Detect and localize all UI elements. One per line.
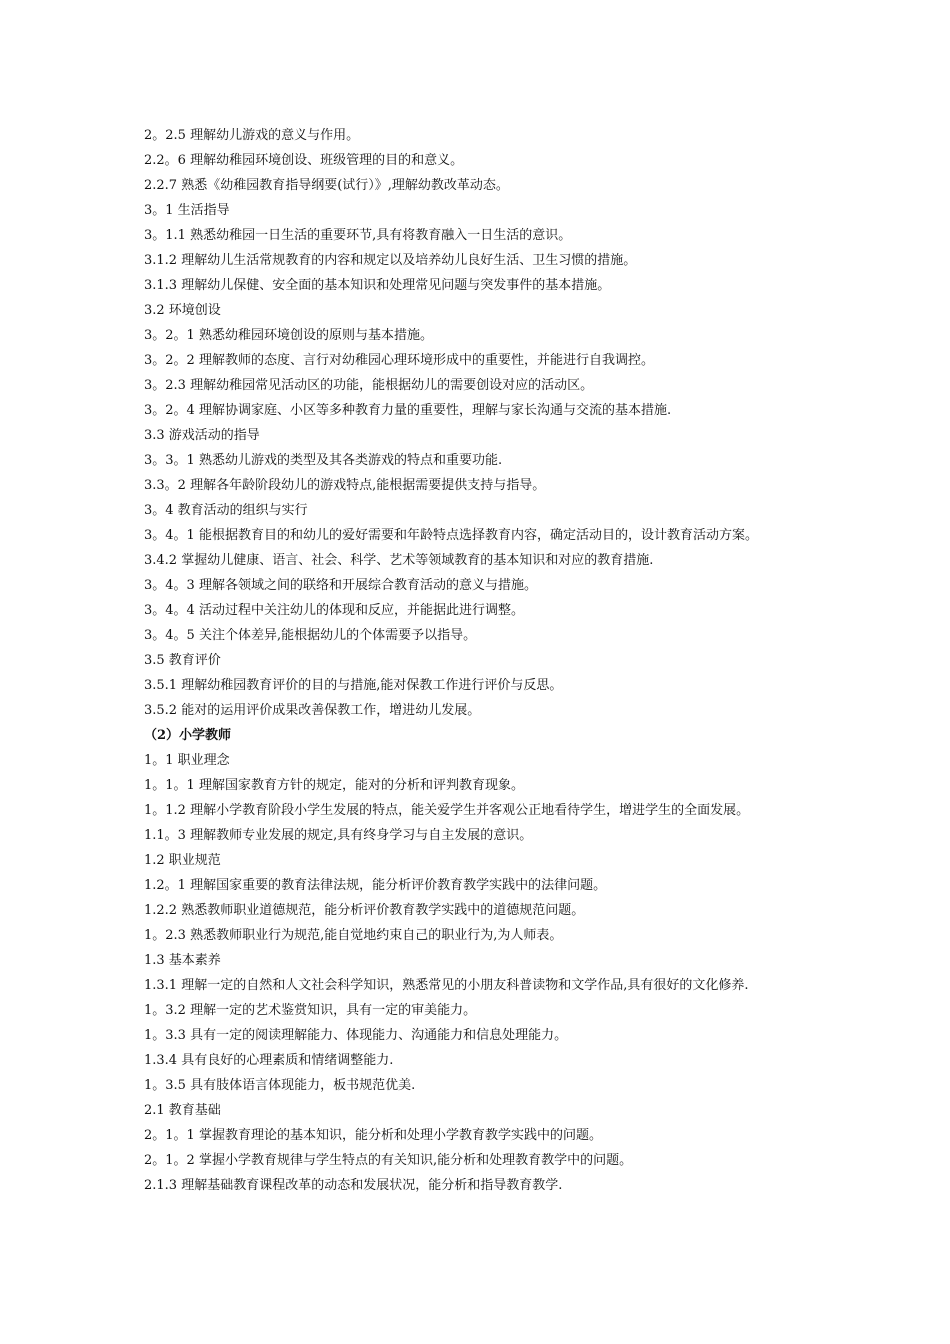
text-line: 1.1。3 理解教师专业发展的规定,具有终身学习与自主发展的意识。 — [144, 828, 533, 843]
text-line: 3.1.3 理解幼儿保健、安全面的基本知识和处理常见问题与突发事件的基本措施。 — [144, 278, 611, 293]
text-line: 3。4。3 理解各领域之间的联络和开展综合教育活动的意义与措施。 — [144, 578, 537, 593]
text-line: 1.2.2 熟悉教师职业道德规范，能分析评价教育教学实践中的道德规范问题。 — [144, 903, 585, 918]
document-body — [144, 123, 824, 1198]
text-line: 1.3 基本素养 — [144, 953, 221, 968]
text-line: 3。1.1 熟悉幼稚园一日生活的重要环节,具有将教育融入一日生活的意识。 — [144, 228, 572, 243]
text-line: 2.2。6 理解幼稚园环境创设、班级管理的目的和意义。 — [144, 153, 464, 168]
text-line: 3。1 生活指导 — [144, 203, 230, 218]
text-line: 3.5.2 能对的运用评价成果改善保教工作，增进幼儿发展。 — [144, 703, 481, 718]
text-line: 3.1.2 理解幼儿生活常规教育的内容和规定以及培养幼儿良好生活、卫生习惯的措施。 — [144, 253, 637, 268]
text-line: 3.3 游戏活动的指导 — [144, 428, 260, 443]
text-line: 1.2。1 理解国家重要的教育法律法规，能分析评价教育教学实践中的法律问题。 — [144, 878, 607, 893]
text-line: 1。2.3 熟悉教师职业行为规范,能自觉地约束自己的职业行为,为人师表。 — [144, 928, 563, 943]
text-line: 2.1 教育基础 — [144, 1103, 221, 1118]
text-line: 2。1。1 掌握教育理论的基本知识，能分析和处理小学教育教学实践中的问题。 — [144, 1128, 602, 1143]
text-line: 3。2。2 理解教师的态度、言行对幼稚园心理环境形成中的重要性，并能进行自我调控。 — [144, 353, 654, 368]
text-line: 2.1.3 理解基础教育课程改革的动态和发展状况，能分析和指导教育教学. — [144, 1178, 563, 1193]
text-line: 3.5 教育评价 — [144, 653, 221, 668]
text-line: 3.4.2 掌握幼儿健康、语言、社会、科学、艺术等领域教育的基本知识和对应的教育措施. — [144, 553, 654, 568]
text-line: 1.2 职业规范 — [144, 853, 221, 868]
section-heading: （2）小学教师 — [144, 728, 232, 743]
text-line: 1。3.5 具有肢体语言体现能力，板书规范优美. — [144, 1078, 416, 1093]
text-line: 2.2.7 熟悉《幼稚园教育指导纲要(试行）》,理解幼教改革动态。 — [144, 178, 509, 193]
text-line: 3.2 环境创设 — [144, 303, 221, 318]
text-line: 1。1 职业理念 — [144, 753, 230, 768]
text-line: 3。2。4 理解协调家庭、小区等多种教育力量的重要性，理解与家长沟通与交流的基本措施. — [144, 403, 672, 418]
text-line: 1。1.2 理解小学教育阶段小学生发展的特点，能关爱学生并客观公正地看待学生，增进学生的全面发展。 — [144, 803, 750, 818]
text-line: 3。4。5 关注个体差异,能根据幼儿的个体需要予以指导。 — [144, 628, 477, 643]
text-line: 3。4。4 活动过程中关注幼儿的体现和反应，并能据此进行调整。 — [144, 603, 524, 618]
text-line: 3。4。1 能根据教育目的和幼儿的爱好需要和年龄特点选择教育内容，确定活动目的，设计教育活动方案。 — [144, 528, 758, 543]
text-line: 2。1。2 掌握小学教育规律与学生特点的有关知识,能分析和处理教育教学中的问题。 — [144, 1153, 633, 1168]
text-line: 1.3.1 理解一定的自然和人文社会科学知识，熟悉常见的小朋友科普读物和文学作品,具有很好的文化修养. — [144, 978, 749, 993]
text-line: 3。4 教育活动的组织与实行 — [144, 503, 308, 518]
text-line: 1.3.4 具有良好的心理素质和情绪调整能力. — [144, 1053, 394, 1068]
text-line: 2。2.5 理解幼儿游戏的意义与作用。 — [144, 128, 360, 143]
text-line: 1。3.3 具有一定的阅读理解能力、体现能力、沟通能力和信息处理能力。 — [144, 1028, 568, 1043]
text-line: 3。2。1 熟悉幼稚园环境创设的原则与基本措施。 — [144, 328, 433, 343]
text-line: 1。1。1 理解国家教育方针的规定，能对的分析和评判教育现象。 — [144, 778, 524, 793]
text-line: 3.5.1 理解幼稚园教育评价的目的与措施,能对保教工作进行评价与反思。 — [144, 678, 563, 693]
text-line: 3.3。2 理解各年龄阶段幼儿的游戏特点,能根据需要提供支持与指导。 — [144, 478, 546, 493]
text-line: 3。3。1 熟悉幼儿游戏的类型及其各类游戏的特点和重要功能. — [144, 453, 503, 468]
text-line: 1。3.2 理解一定的艺术鉴赏知识，具有一定的审美能力。 — [144, 1003, 477, 1018]
text-line: 3。2.3 理解幼稚园常见活动区的功能，能根据幼儿的需要创设对应的活动区。 — [144, 378, 594, 393]
